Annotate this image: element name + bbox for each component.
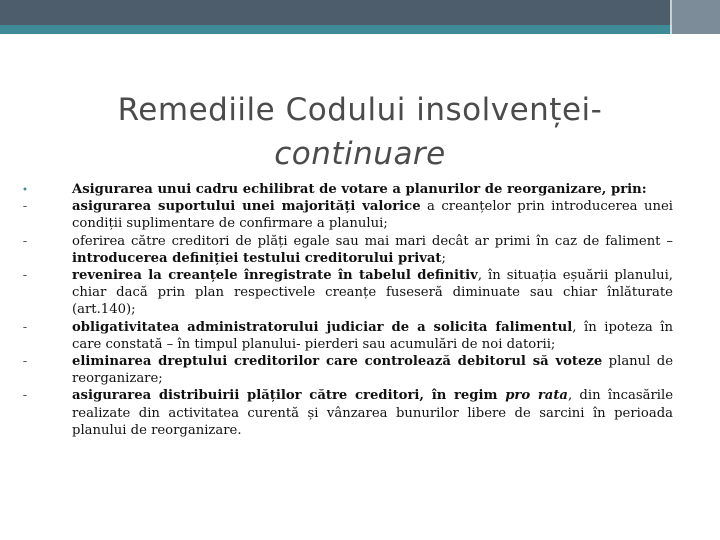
- dash-marker: -: [22, 268, 28, 284]
- item-bold: obligativitatea administratorului judiciar de a solicita falimentul: [72, 319, 573, 335]
- item-bold: revenirea la creanțele înregistrate în tabelul definitiv: [72, 268, 478, 284]
- item-text-end: ;: [441, 250, 446, 266]
- header-band-dark: [0, 0, 720, 25]
- dash-marker: -: [22, 319, 28, 335]
- dash-marker: -: [22, 199, 28, 215]
- slide-content: [18, 181, 673, 439]
- item-bold: asigurarea distribuirii plăților către creditori, în regim: [72, 388, 506, 404]
- bullet-marker: •: [22, 185, 28, 196]
- item-text: , din încasările realizate din activitatea curentă și vânzarea bunurilor libere de sarcini în perioada planului de reorganizare.: [72, 388, 673, 438]
- intro-text: Asigurarea unui cadru echilibrat de votare a planurilor de reorganizare, prin:: [72, 182, 647, 197]
- slide-title: [0, 88, 720, 176]
- header-band-teal: [0, 25, 720, 34]
- item-text: , în situația eșuării planului, chiar dacă prin plan respectivele creanțe fuseseră diminuate sau chiar înlăturate (art.140);: [72, 268, 673, 318]
- dash-marker: -: [22, 233, 28, 249]
- list-item: [18, 267, 673, 319]
- intro-bullet-item: [18, 181, 673, 198]
- slide-title-line1: Remediile Codului insolvenței-: [117, 92, 603, 128]
- dash-marker: -: [22, 388, 28, 404]
- list-item: [18, 319, 673, 353]
- slide-title-line2: continuare: [274, 136, 446, 172]
- item-bold: asigurarea suportului unei majorități valorice: [72, 199, 421, 215]
- item-bold: introducerea definiției testului creditorului privat: [72, 250, 442, 266]
- list-item: [18, 233, 673, 267]
- item-text: planul de reorganizare;: [72, 354, 674, 387]
- item-text: a creanțelor prin introducerea unei condiții suplimentare de confirmare a planului;: [72, 199, 673, 232]
- header-band-divider: [670, 0, 672, 34]
- item-text: , în ipoteza în care constată – în timpul planului- pierderi sau acumulări de noi datorii;: [72, 319, 673, 352]
- list-item: [18, 387, 673, 439]
- item-bold-italic: pro rata: [505, 388, 568, 404]
- list-item: [18, 353, 673, 387]
- item-text: oferirea către creditori de plăți egale sau mai mari decât ar primi în caz de faliment –: [72, 233, 673, 249]
- list-item: [18, 198, 673, 232]
- item-bold: eliminarea dreptului creditorilor care controlează debitorul să voteze: [72, 354, 603, 370]
- header-band-corner: [672, 0, 720, 34]
- dash-marker: -: [22, 354, 28, 370]
